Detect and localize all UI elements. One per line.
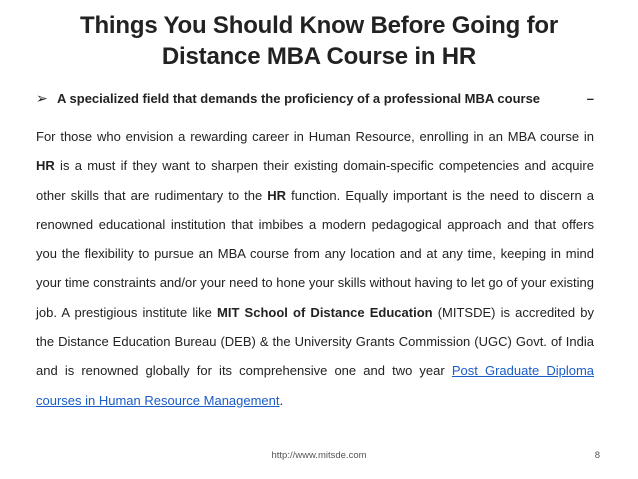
body-segment: (MITSDE) is accredited by the Distance Education Bureau (DEB) & the University Grants Commission (UGC) Govt. of India and is renowned globally for its comprehensive one and two year xyxy=(36,304,594,379)
arrow-bullet-icon: ➢ xyxy=(36,90,48,106)
slide-title xyxy=(30,10,608,72)
title-line-1: Things You Should Know Before Going for xyxy=(80,12,558,39)
bullet-point xyxy=(36,91,606,111)
body-paragraph xyxy=(36,122,594,415)
footer-url: http://www.mitsde.com xyxy=(271,450,367,461)
title-line-2: Distance MBA Course in HR xyxy=(161,43,477,70)
body-segment: function. Equally important is the need to discern a renowned educational institution that imbibes a modern pedagogical approach and that offers you the flexibility to pursue an MBA course from any location and at any time, keeping in mind your time constraints and/or your need to hone your skills without having to let go of your existing job. A prestigious institute like xyxy=(36,187,594,320)
body-segment: . xyxy=(279,392,284,408)
page-number: 8 xyxy=(594,450,600,461)
body-segment: is a must if they want to sharpen their existing domain-specific competencies and acquire other skills that are rudimentary to the xyxy=(36,158,594,203)
bullet-dash: – xyxy=(586,91,594,106)
hr-emphasis: HR xyxy=(267,187,287,203)
hr-emphasis: HR xyxy=(36,158,55,174)
bullet-text: A specialized field that demands the proficiency of a professional MBA course xyxy=(57,91,541,106)
body-segment: For those who envision a rewarding career in Human Resource, enrolling in an MBA course in xyxy=(36,129,594,144)
course-link[interactable]: Post Graduate Diploma courses in Human Resource Management xyxy=(36,363,595,408)
institute-name: MIT School of Distance Education xyxy=(217,304,433,320)
